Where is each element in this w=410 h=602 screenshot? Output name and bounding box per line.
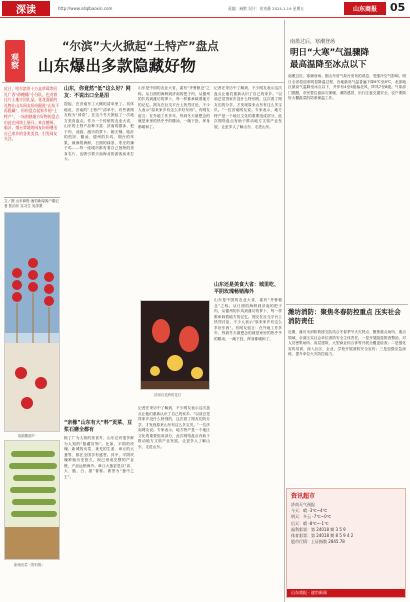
article-column: 记者在采访中了解到，不少网友表示这次盘点让他们重新认识了自己的家乡。“以前总觉得家乡没什么特别的，这次看了网友们的分享，才发现原来山东有这么多宝贝。”一位济南网友说。专家表示，地方特产是一个地区文化的重要组成部分，此次网络盘点有助于推动地方文旅产业发展，让更多人了解山东、走进山东。 <box>138 406 210 449</box>
subhead: “亲橡”山东有大“料”贡菜、豆浆石磨全都有 <box>64 420 133 433</box>
photo-caption: 临朐糖葫芦 <box>18 434 35 438</box>
weather-headline-2: 最高温降至冰点以下 <box>290 60 367 70</box>
subhead: 山东还是美食大省：城里吃、平阴玫瑰畅销海外 <box>214 282 280 295</box>
page-number: 05 <box>390 1 406 14</box>
page-header <box>0 0 410 18</box>
site-url[interactable]: http://www.sdqlbaoxin.com <box>58 6 113 11</box>
article-column: 近期，潍坊市消防救援支队结合冬春季节火灾特点，聚焦重点场所、重点领域，全面压实社会单位消防安全主体责任。一是开展隐患排查整治，对人员密集场所、高层建筑、大型商业综合体等开展全覆盖检查；二是强化宣传培训，深入社区、企业、学校开展消防安全宣传；三是加强应急演练，提升单位火灾防控能力。 <box>288 330 406 356</box>
photo-caption: 新城贡菜（资料图） <box>14 563 45 567</box>
article-column: 南墨过后，寒潮登场。据山东省气象台发布的消息，受强冷空气影响，明日全省将迎来明显降温过程，各地最高气温普遍下降6℃至8℃，北部地区最高气温降至冰点以下，并伴有4至5级偏北风，阵风7至8级。气象部门提醒，市民要注意添衣保暖，谨防感冒，出行注意交通安全，农户要做好大棚蔬菜的防寒保温工作。 <box>288 74 406 100</box>
observe-logo: 观察 <box>5 40 25 82</box>
lead-paragraph: 近日，哈尔滨用十万盒草莓等回礼广西“砂糖橘”小分队，也对着这片土地讨回礼品，花花面面的礼物让山东网友纷纷跟进“山东不再隐藏”，纷纷盘点起家乡的“土特产”，一场围绕地方好物的盘点由此在网络上展开。来自德州、临沂、烟台等地的网友纷纷晒出自己家乡的各类美食，引发网友关注。 <box>4 86 60 142</box>
info-box-footer: 山东商报 · 速豹新闻 <box>287 589 405 597</box>
subhead: 潍坊消防：聚焦冬春防控重点 压实社会消防责任 <box>288 308 401 325</box>
headline: 山东爆出多款隐藏好物 <box>38 57 197 75</box>
info-line: 济南天气预报 <box>291 502 315 507</box>
info-line: 福利彩票：第 24018 期 3 5 9 <box>291 526 346 532</box>
article-column: 山东是中国的农业大省，素有“齐鲁粮仓”之称。从日照的海鲜到济南的把子肉，从德州的扒鸡到潍坊的萝卜，每一样都承载着地方的记忆。网友在社交平台上热烈讨论，不少人表示“原来家乡有这么多好东西”。有网友留言：在外地工作多年，每到冬天最想念的就是家里的热乎乎的糁汤，一碗下肚，浑身都暖和了。 <box>138 86 210 129</box>
info-line: 股市行情：上证指数 2845.78 <box>291 539 345 545</box>
weather-headline: 明日“大寒”气温骤降 <box>290 48 370 58</box>
article-column: 提起，在济南东工大概的清单里了。具体地说，济南的“土特产”清单中，有些被网友称为“神奇”，在这个冬天掀起了一次地方美食盘点。作为一个传统的农业大省，山东的土特产品种丰富：济南的甜沫、把子肉、油旋，潍坊的萝卜、朝天锅，临沂的煎饼、糁汤，德州的扒鸡，烟台的苹果，威海的海鲜，日照的绿茶，枣庄的辣子鸡……每一座城市都有着自己独特的美食名片，也吸引着天南海北的游客前来打卡。 <box>64 102 134 161</box>
weather-kicker: 南墨过后，寒潮登场 <box>290 39 336 45</box>
article-column: 记者在采访中了解到，不少网友表示这次盘点让他们重新认识了自己的家乡。“以前总觉得家乡没什么特别的，这次看了网友们的分享，才发现原来山东有这么多宝贝。”一位济南网友说。专家表示，地方特产是一个地区文化的重要组成部分，此次网络盘点有助于推动地方文旅产业发展，让更多人了解山东、走进山东。 <box>214 86 282 129</box>
subhead: 山东，你竟然“低”这么好？网友：不说出口全是泪 <box>64 86 131 99</box>
editor-info: 责编：麻默 设计：张家静 2024.1.19 星期五 <box>228 6 305 11</box>
info-box-title: 资讯超市 <box>291 493 316 500</box>
info-line: 后天：晴 -8℃~-1℃ <box>291 520 329 526</box>
divider <box>2 82 284 83</box>
section-tag: 深读 <box>2 1 50 16</box>
paper-name: 山东商报 <box>344 2 386 15</box>
article-column: 除了广为人知的美食外，山东还有很多鲜为人知的“隐藏好物”。比如，平阴的玫瑰、新城的贡菜、莱芜的生姜、章丘的大葱等，都在全国享有盛誉。其中，平阴玫瑰种植历史悠久，现已形成完整的产业链，产品远销海外。章丘大葱更是以“高、大、脆、白、甜”著称，被誉为“葱中之王”。 <box>64 436 134 479</box>
info-line: 明天：多云 -7℃~0℃ <box>291 514 332 520</box>
divider <box>284 20 285 602</box>
byline: 文／图 山东商报·速豹新闻客户端记者 张治东 实习生 吴泽萧 <box>4 199 59 208</box>
info-line: 体育彩票：第 24018 期 8 5 9 4 2 <box>291 533 354 539</box>
photo-caption: 济南百花洲的花灯 <box>154 393 182 397</box>
divider <box>286 304 408 305</box>
info-box <box>286 488 406 598</box>
kicker: “尔滨”大火掀起“土特产”盘点 <box>62 39 219 53</box>
gongcai-photo <box>4 440 60 560</box>
info-line: 今天：晴 -3℃~4℃ <box>291 508 328 514</box>
article-column: 山东是中国的农业大省，素有“齐鲁粮仓”之称。从日照的海鲜到济南的把子肉，从德州的扒鸡到潍坊的萝卜，每一样都承载着地方的记忆。网友在社交平台上热烈讨论，不少人表示“原来家乡有这么多好东西”。有网友留言：在外地工作多年，每到冬天最想念的就是家里的热乎乎的糁汤，一碗下肚，浑身都暖和了。 <box>214 298 282 341</box>
tanghulu-photo <box>4 212 60 432</box>
lantern-photo <box>140 300 210 390</box>
